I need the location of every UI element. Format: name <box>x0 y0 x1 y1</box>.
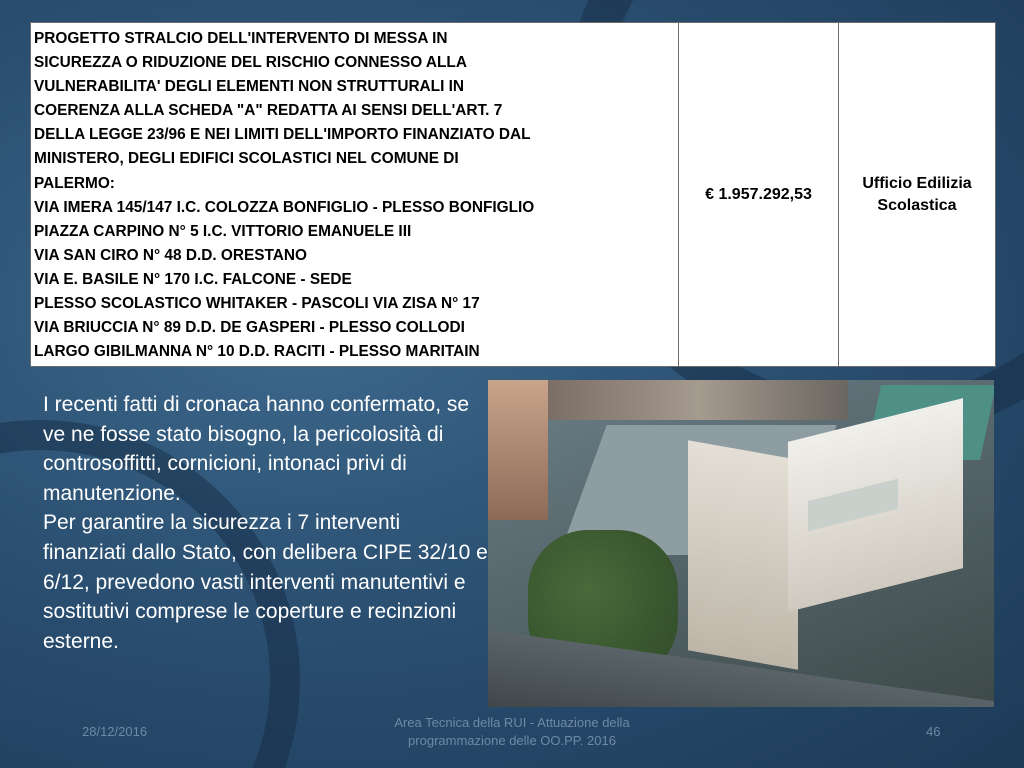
description-line: VIA BRIUCCIA N° 89 D.D. DE GASPERI - PLESSO COLLODI <box>34 319 465 337</box>
body-paragraph: I recenti fatti di cronaca hanno confermato, se ve ne fosse stato bisogno, la pericolosità di controsoffitti, cornicioni, intonaci privi di manutenzione. <box>43 393 470 505</box>
project-description-cell <box>31 23 679 367</box>
office-name-line2: Scolastica <box>877 196 957 214</box>
description-line: PROGETTO STRALCIO DELL'INTERVENTO DI MESSA IN <box>34 30 448 47</box>
description-line: PALERMO: <box>34 174 115 192</box>
description-line: VIA IMERA 145/147 I.C. COLOZZA BONFIGLIO - PLESSO BONFIGLIO <box>34 198 535 216</box>
body-text <box>43 390 488 656</box>
description-line: SICUREZZA O RIDUZIONE DEL RISCHIO CONNESSO ALLA <box>34 54 467 72</box>
page-number: 46 <box>926 724 941 739</box>
amount-cell: € 1.957.292,53 <box>679 23 839 367</box>
footer-date: 28/12/2016 <box>82 724 148 739</box>
aerial-school-photo <box>488 380 994 707</box>
funding-table <box>30 22 996 367</box>
office-cell <box>839 23 996 367</box>
photo-buildings-left <box>488 380 548 520</box>
description-line: VIA SAN CIRO N° 48 D.D. ORESTANO <box>34 246 307 264</box>
description-line: LARGO GIBILMANNA N° 10 D.D. RACITI - PLESSO MARITAIN <box>34 343 480 361</box>
footer-title-line2: programmazione delle OO.PP. 2016 <box>408 733 616 748</box>
photo-buildings-top <box>548 380 848 420</box>
table-row <box>31 23 996 367</box>
description-line: PIAZZA CARPINO N° 5 I.C. VITTORIO EMANUELE III <box>34 222 412 240</box>
office-name-line1: Ufficio Edilizia <box>862 174 972 192</box>
footer-title-line1: Area Tecnica della RUI - Attuazione della <box>394 715 630 730</box>
body-paragraph: Per garantire la sicurezza i 7 interventi finanziati dallo Stato, con delibera CIPE 32/10 e 6/12, prevedono vasti interventi manutentivi e sostitutivi comprese le coperture e recinzioni esterne. <box>43 511 488 653</box>
description-line: MINISTERO, DEGLI EDIFICI SCOLASTICI NEL COMUNE DI <box>34 150 459 168</box>
description-line: VIA E. BASILE N° 170 I.C. FALCONE - SEDE <box>34 270 352 288</box>
footer-title <box>362 714 662 750</box>
description-line: DELLA LEGGE 23/96 E NEI LIMITI DELL'IMPORTO FINANZIATO DAL <box>34 126 531 144</box>
description-line: VULNERABILITA' DEGLI ELEMENTI NON STRUTTURALI IN <box>34 78 465 96</box>
photo-school-wing <box>688 440 798 669</box>
description-line: COERENZA ALLA SCHEDA "A" REDATTA AI SENSI DELL'ART. 7 <box>34 102 503 120</box>
description-line: PLESSO SCOLASTICO WHITAKER - PASCOLI VIA ZISA N° 17 <box>34 295 480 313</box>
